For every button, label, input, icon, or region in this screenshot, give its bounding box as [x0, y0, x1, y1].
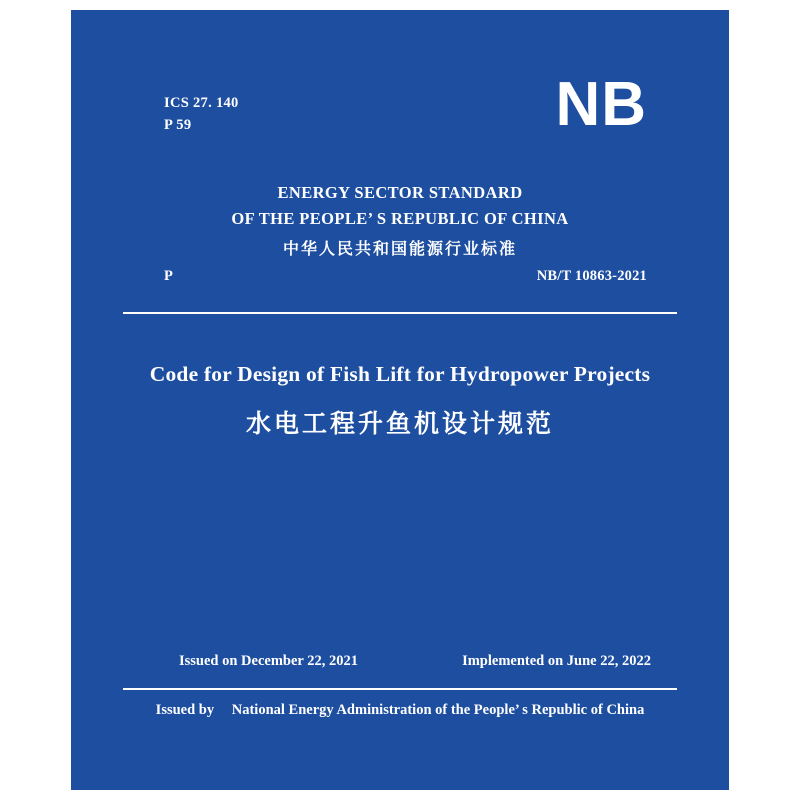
- ics-number: ICS 27. 140: [164, 95, 239, 111]
- standard-authority-block: [71, 180, 729, 259]
- divider-top: [123, 312, 677, 314]
- classification-code: P 59: [164, 117, 192, 134]
- code-letter: P: [164, 268, 173, 284]
- standard-cover: [71, 10, 729, 790]
- document-title-block: [71, 362, 729, 440]
- standard-number: NB/T 10863-2021: [536, 268, 647, 284]
- standard-type-line-2: OF THE PEOPLE’ S REPUBLIC OF CHINA: [231, 208, 569, 228]
- cover-header: [71, 70, 729, 162]
- standard-type-line-chinese: 中华人民共和国能源行业标准: [282, 239, 517, 259]
- document-title-chinese: 水电工程升鱼机设计规范: [245, 409, 554, 438]
- divider-bottom: [123, 688, 677, 690]
- standard-code-row: [71, 268, 729, 290]
- implemented-on-date: Implemented on June 22, 2022: [462, 653, 651, 669]
- dates-row: [71, 653, 729, 675]
- issuing-organization: National Energy Administration of the People’ s Republic of China: [231, 702, 645, 718]
- issued-on-date: Issued on December 22, 2021: [179, 653, 358, 669]
- standard-type-line-1: ENERGY SECTOR STANDARD: [277, 183, 523, 202]
- ics-classification-block: [164, 92, 239, 137]
- issued-by-row: [71, 702, 729, 719]
- issued-by-label: Issued by: [155, 702, 215, 718]
- document-title-english: Code for Design of Fish Lift for Hydropower Projects: [149, 362, 651, 386]
- nb-logo: NB: [555, 70, 647, 139]
